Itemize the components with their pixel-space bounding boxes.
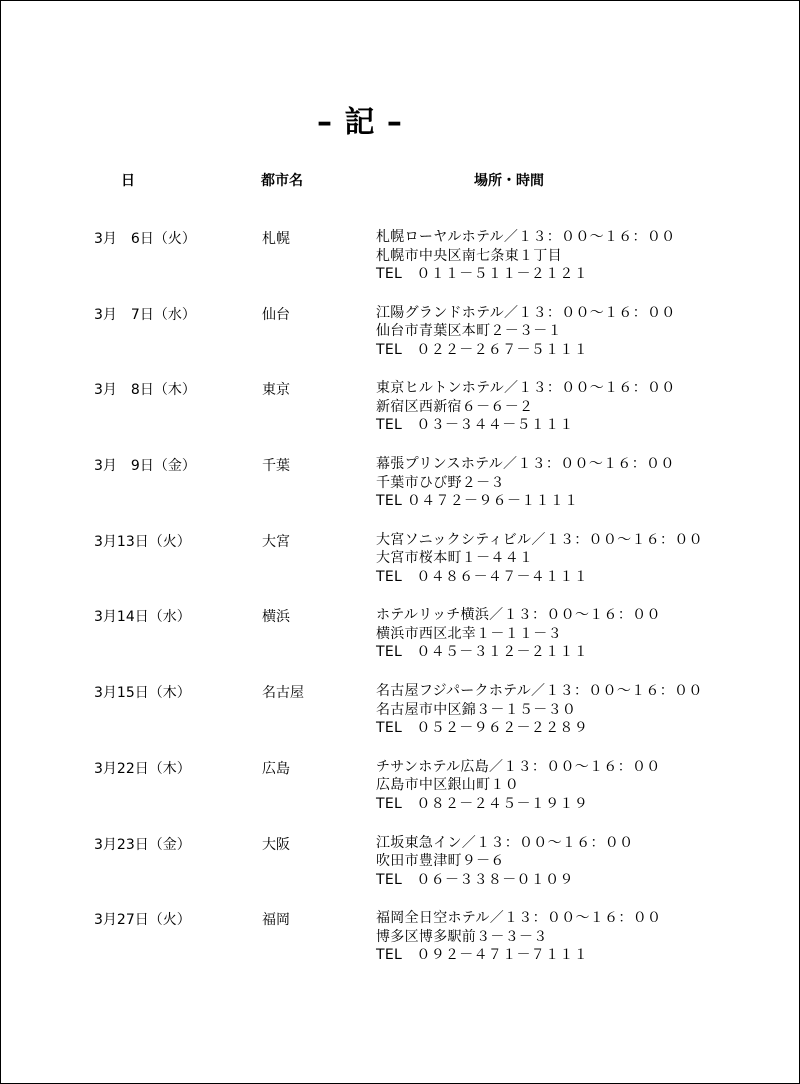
schedule-entry	[0, 379, 800, 455]
entry-city: 仙台	[262, 306, 290, 323]
entry-details	[376, 304, 676, 360]
entry-date: 3月13日（火）	[94, 533, 191, 550]
entry-date: 3月14日（水）	[94, 609, 191, 626]
entry-address: 広島市中区銀山町１０	[376, 777, 519, 794]
entry-city: 大阪	[262, 836, 290, 853]
entry-venue: 福岡全日空ホテル／１３：００～１６：００	[376, 910, 662, 927]
entry-tel: TEL ０３－３４４－５１１１	[376, 417, 574, 434]
column-header-place-time: 場所・時間	[474, 173, 544, 189]
entry-address: 千葉市ひび野２－３	[376, 474, 505, 491]
entry-tel: TEL ０４７２－９６－１１１１	[376, 493, 579, 510]
entry-city: 横浜	[262, 609, 290, 626]
entry-address: 新宿区西新宿６－６－２	[376, 398, 534, 415]
entry-date: 3月22日（木）	[94, 760, 191, 777]
entry-venue: 幕張プリンスホテル／１３：００～１６：００	[376, 456, 675, 473]
entry-details	[376, 909, 661, 965]
entry-venue: 東京ヒルトンホテル／１３：００～１６：００	[376, 380, 676, 397]
entry-date: 3月 8日（木）	[94, 382, 196, 399]
entry-venue: 名古屋フジパークホテル／１３：００～１６：００	[376, 683, 703, 700]
entry-venue: 札幌ローヤルホテル／１３：００～１６：００	[376, 229, 676, 245]
entry-city: 札幌	[262, 231, 290, 247]
entry-date: 3月27日（火）	[94, 912, 191, 929]
entry-city: 名古屋	[262, 685, 304, 702]
entry-venue: 江陽グランドホテル／１３：００～１６：００	[376, 304, 676, 321]
entry-date: 3月 9日（金）	[94, 458, 196, 475]
entry-city: 大宮	[262, 533, 290, 550]
entry-tel: TEL ０４５－３１２－２１１１	[376, 644, 588, 661]
entry-details	[376, 228, 675, 284]
schedule-entry	[0, 834, 800, 910]
entry-city: 広島	[262, 760, 290, 777]
entry-details	[376, 834, 633, 890]
document-title: – 記 –	[317, 105, 403, 140]
entry-date: 3月15日（木）	[94, 685, 191, 702]
entry-address: 仙台市青葉区本町２－３－１	[376, 323, 562, 340]
entry-tel: TEL ０８２－２４５－１９１９	[376, 795, 588, 812]
schedule-entry	[0, 455, 800, 531]
entry-tel: TEL ０９２－４７１－７１１１	[376, 947, 588, 964]
entry-tel: TEL ０６－３３８－０１０９	[376, 871, 574, 888]
entry-address: 大宮市桜本町１－４４１	[376, 550, 534, 567]
entry-details	[376, 682, 703, 738]
entry-tel: TEL ０４８６－４７－４１１１	[376, 568, 588, 585]
column-header-date: 日	[121, 173, 135, 189]
schedule-entry	[0, 531, 800, 607]
entry-details	[376, 379, 676, 435]
entry-tel: TEL ０１１－５１１－２１２１	[376, 266, 588, 282]
entry-tel: TEL ０５２－９６２－２２８９	[376, 720, 588, 737]
schedule-entry	[0, 304, 800, 380]
entry-venue: 江坂東急イン／１３：００～１６：００	[376, 834, 634, 851]
entry-date: 3月23日（金）	[94, 836, 191, 853]
entry-tel: TEL ０２２－２６７－５１１１	[376, 341, 588, 358]
schedule-entry	[0, 909, 800, 985]
column-header-city: 都市名	[261, 173, 303, 189]
entry-address: 吹田市豊津町９－６	[376, 853, 505, 869]
entry-address: 名古屋市中区錦３－１５－３０	[376, 701, 577, 718]
entry-city: 福岡	[262, 912, 290, 929]
entry-details	[376, 758, 661, 814]
schedule-list	[0, 228, 800, 985]
entry-date: 3月 7日（水）	[94, 306, 196, 323]
schedule-entry	[0, 228, 800, 304]
entry-address: 札幌市中央区南七条東１丁目	[376, 247, 562, 264]
entry-address: 博多区博多駅前３－３－３	[376, 928, 548, 945]
entry-details	[376, 531, 703, 587]
entry-city: 千葉	[262, 458, 290, 475]
entry-venue: 大宮ソニックシティビル／１３：００～１６：００	[376, 531, 703, 548]
schedule-entry	[0, 758, 800, 834]
schedule-entry	[0, 606, 800, 682]
entry-details	[376, 455, 675, 511]
entry-venue: ホテルリッチ横浜／１３：００～１６：００	[376, 607, 661, 624]
entry-city: 東京	[262, 382, 290, 399]
entry-details	[376, 606, 661, 662]
schedule-entry	[0, 682, 800, 758]
entry-venue: チサンホテル広島／１３：００～１６：００	[376, 758, 661, 775]
entry-date: 3月 6日（火）	[94, 231, 196, 247]
entry-address: 横浜市西区北幸１－１１－３	[376, 625, 562, 642]
